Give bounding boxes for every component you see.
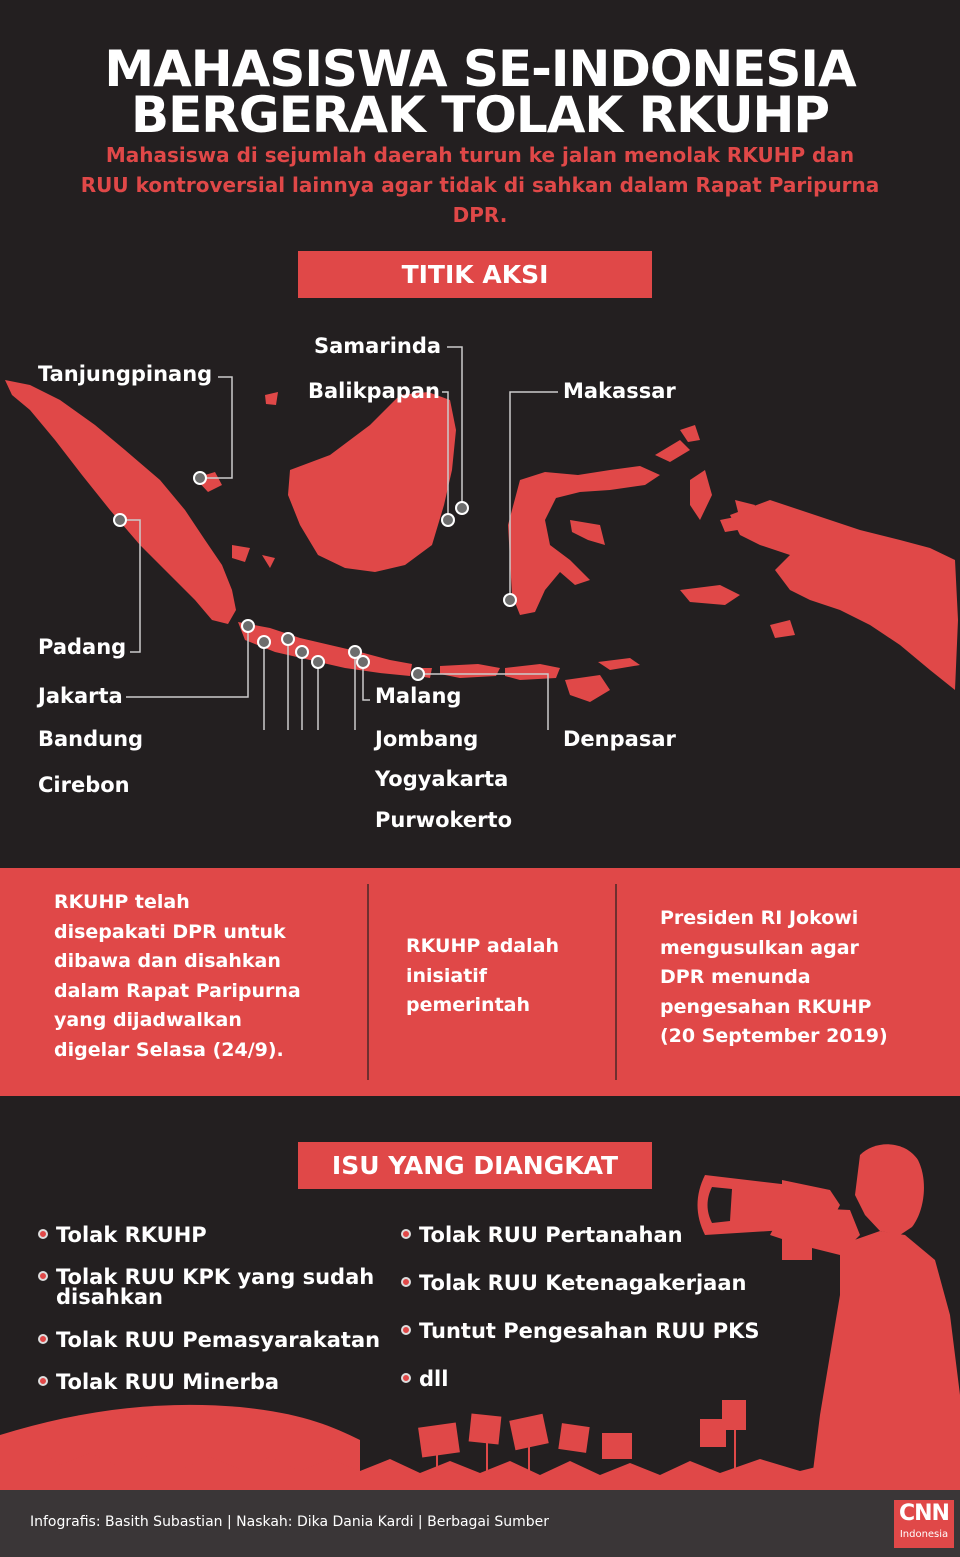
- marker-balikpapan: [442, 514, 454, 526]
- page-title-line2: BERGERAK TOLAK RKUHP: [130, 86, 830, 144]
- marker-denpasar: [412, 668, 424, 680]
- info-col-1-line: yang dijadwalkan: [54, 1009, 242, 1031]
- issue-text: dll: [419, 1367, 449, 1391]
- info-col-2-line: inisiatif: [406, 964, 488, 987]
- bullet-icon: [38, 1334, 48, 1344]
- info-col-1-line: dibawa dan disahkan: [54, 950, 281, 972]
- issue-text: Tolak RUU Ketenagakerjaan: [419, 1271, 747, 1295]
- city-label-cirebon: Cirebon: [38, 773, 130, 797]
- marker-samarinda: [456, 502, 468, 514]
- crowd-silhouette-icon: [0, 1395, 960, 1495]
- bullet-icon: [401, 1325, 411, 1335]
- indonesia-map: [0, 330, 960, 730]
- info-col-3-line: DPR menunda: [660, 966, 811, 988]
- bullet-icon: [401, 1229, 411, 1239]
- cnn-logo: [894, 1500, 954, 1548]
- info-divider-2: [615, 884, 617, 1080]
- papua-island: [730, 500, 958, 690]
- info-col-3: [660, 904, 888, 1052]
- footer-credit: Infografis: Basith Subastian | Naskah: Dika Dania Kardi | Berbagai Sumber: [30, 1514, 549, 1530]
- info-col-1-line: RKUHP telah: [54, 891, 190, 913]
- marker-makassar: [504, 594, 516, 606]
- info-col-3-line: pengesahan RKUHP: [660, 995, 872, 1018]
- page-title-line1: MAHASISWA SE-INDONESIA: [104, 40, 856, 98]
- marker-cirebon: [282, 633, 294, 645]
- info-col-1-line: disepakati DPR untuk: [54, 920, 286, 943]
- city-label-tanjungpinang: Tanjungpinang: [38, 362, 213, 386]
- info-col-3-line: (20 September 2019): [660, 1025, 888, 1047]
- page-subtitle: Mahasiswa di sejumlah daerah turun ke jalan menolak RKUHP dan RUU kontroversial lainnya agar tidak di sahkan dalam Rapat Paripurna DPR.: [80, 143, 880, 227]
- issue-text: Tolak RUU KPK yang sudah: [56, 1265, 375, 1289]
- issue-text: Tolak RKUHP: [56, 1223, 207, 1247]
- bullet-icon: [401, 1373, 411, 1383]
- info-divider-1: [367, 884, 369, 1080]
- bullet-icon: [38, 1376, 48, 1386]
- issue-text: Tolak RUU Minerba: [56, 1370, 280, 1394]
- bullet-icon: [401, 1277, 411, 1287]
- marker-purwokerto: [296, 646, 308, 658]
- city-label-purwokerto: Purwokerto: [375, 808, 512, 832]
- city-label-makassar: Makassar: [563, 379, 676, 403]
- issue-text: Tolak RUU Pemasyarakatan: [56, 1328, 381, 1352]
- city-label-samarinda: Samarinda: [314, 334, 442, 358]
- marker-tanjungpinang: [194, 472, 206, 484]
- issue-text-continued: disahkan: [56, 1285, 163, 1309]
- titik-aksi-heading: TITIK AKSI: [298, 251, 652, 298]
- info-col-3-line: mengusulkan agar: [660, 936, 859, 959]
- bullet-icon: [38, 1271, 48, 1281]
- city-label-padang: Padang: [38, 635, 127, 659]
- city-label-yogyakarta: Yogyakarta: [375, 767, 509, 791]
- info-col-3-line: Presiden RI Jokowi: [660, 907, 859, 929]
- cnn-logo-sub: Indonesia: [899, 1529, 949, 1540]
- marker-padang: [114, 514, 126, 526]
- info-col-2: [406, 932, 559, 1021]
- sulawesi-island: [508, 466, 660, 615]
- city-label-balikpapan: Balikpapan: [308, 379, 440, 403]
- city-label-jombang: Jombang: [375, 727, 479, 751]
- isu-heading: ISU YANG DIANGKAT: [298, 1142, 652, 1189]
- city-label-bandung: Bandung: [38, 727, 144, 751]
- marker-bandung: [258, 636, 270, 648]
- info-col-2-line: pemerintah: [406, 994, 531, 1016]
- info-col-2-line: RKUHP adalah: [406, 935, 559, 957]
- marker-malang: [357, 656, 369, 668]
- cnn-logo-main: CNN: [899, 1501, 949, 1526]
- marker-jakarta: [242, 620, 254, 632]
- info-col-1-line: dalam Rapat Paripurna: [54, 979, 301, 1002]
- bullet-icon: [38, 1229, 48, 1239]
- marker-yogyakarta: [312, 656, 324, 668]
- sumatra-island: [5, 380, 236, 624]
- issue-text: Tolak RUU Pertanahan: [419, 1223, 683, 1247]
- info-col-1-line: digelar Selasa (24/9).: [54, 1038, 284, 1061]
- islands: [5, 380, 958, 702]
- issue-text: Tuntut Pengesahan RUU PKS: [419, 1319, 760, 1343]
- kalimantan-island: [288, 392, 456, 572]
- city-label-malang: Malang: [375, 684, 462, 708]
- city-label-jakarta: Jakarta: [38, 684, 123, 708]
- info-col-1: [54, 888, 301, 1065]
- city-label-denpasar: Denpasar: [563, 727, 676, 751]
